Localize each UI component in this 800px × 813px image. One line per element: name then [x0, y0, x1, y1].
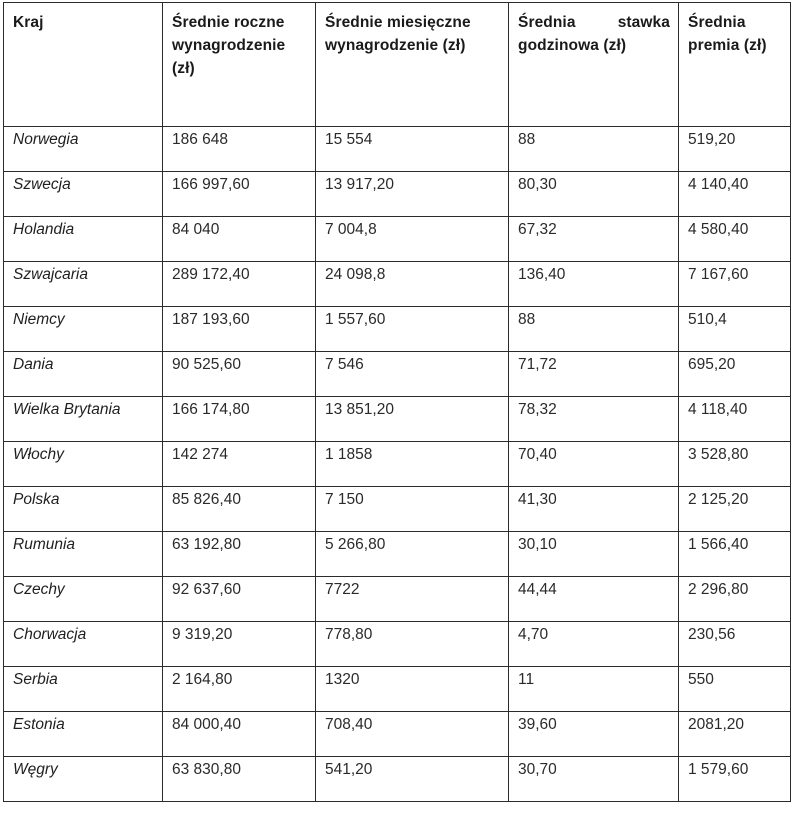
cell-hourly: 4,70 [509, 622, 679, 667]
cell-country: Estonia [4, 712, 163, 757]
cell-monthly: 778,80 [316, 622, 509, 667]
cell-country: Chorwacja [4, 622, 163, 667]
cell-hourly: 70,40 [509, 442, 679, 487]
cell-country: Włochy [4, 442, 163, 487]
table-row [4, 397, 791, 442]
cell-country: Węgry [4, 757, 163, 802]
cell-bonus: 7 167,60 [679, 262, 791, 307]
cell-hourly: 136,40 [509, 262, 679, 307]
cell-monthly: 7 004,8 [316, 217, 509, 262]
table-row [4, 577, 791, 622]
cell-country: Szwajcaria [4, 262, 163, 307]
cell-country: Dania [4, 352, 163, 397]
cell-monthly: 7 546 [316, 352, 509, 397]
table-row [4, 712, 791, 757]
table-row [4, 352, 791, 397]
cell-monthly: 24 098,8 [316, 262, 509, 307]
cell-hourly: 67,32 [509, 217, 679, 262]
table-row [4, 622, 791, 667]
cell-hourly: 88 [509, 127, 679, 172]
salary-comparison-table [3, 2, 791, 802]
cell-bonus: 1 566,40 [679, 532, 791, 577]
cell-bonus: 4 580,40 [679, 217, 791, 262]
cell-bonus: 695,20 [679, 352, 791, 397]
table-row [4, 127, 791, 172]
cell-monthly: 7 150 [316, 487, 509, 532]
cell-country: Wielka Brytania [4, 397, 163, 442]
cell-bonus: 4 140,40 [679, 172, 791, 217]
cell-bonus: 2 125,20 [679, 487, 791, 532]
table-row [4, 307, 791, 352]
cell-monthly: 7722 [316, 577, 509, 622]
cell-hourly: 30,10 [509, 532, 679, 577]
cell-country: Norwegia [4, 127, 163, 172]
cell-annual: 92 637,60 [163, 577, 316, 622]
cell-annual: 166 174,80 [163, 397, 316, 442]
cell-hourly: 39,60 [509, 712, 679, 757]
table-body [4, 127, 791, 802]
cell-hourly: 41,30 [509, 487, 679, 532]
table-row [4, 532, 791, 577]
cell-hourly: 11 [509, 667, 679, 712]
column-header-hourly-rate: Średnia stawka godzinowa (zł) [509, 3, 679, 127]
cell-monthly: 708,40 [316, 712, 509, 757]
cell-bonus: 550 [679, 667, 791, 712]
cell-country: Serbia [4, 667, 163, 712]
cell-monthly: 1 557,60 [316, 307, 509, 352]
cell-monthly: 15 554 [316, 127, 509, 172]
table-row [4, 487, 791, 532]
cell-annual: 85 826,40 [163, 487, 316, 532]
cell-country: Szwecja [4, 172, 163, 217]
cell-bonus: 519,20 [679, 127, 791, 172]
cell-annual: 63 192,80 [163, 532, 316, 577]
table-row [4, 172, 791, 217]
cell-hourly: 80,30 [509, 172, 679, 217]
cell-annual: 166 997,60 [163, 172, 316, 217]
cell-hourly: 88 [509, 307, 679, 352]
table-row [4, 442, 791, 487]
cell-bonus: 510,4 [679, 307, 791, 352]
table-row [4, 217, 791, 262]
cell-monthly: 5 266,80 [316, 532, 509, 577]
cell-monthly: 13 851,20 [316, 397, 509, 442]
table-row [4, 667, 791, 712]
cell-annual: 9 319,20 [163, 622, 316, 667]
table-row [4, 262, 791, 307]
cell-annual: 84 000,40 [163, 712, 316, 757]
cell-bonus: 1 579,60 [679, 757, 791, 802]
cell-country: Holandia [4, 217, 163, 262]
cell-hourly: 71,72 [509, 352, 679, 397]
column-header-country: Kraj [4, 3, 163, 127]
column-header-average-bonus: Średnia premia (zł) [679, 3, 791, 127]
cell-annual: 142 274 [163, 442, 316, 487]
cell-annual: 187 193,60 [163, 307, 316, 352]
column-header-monthly-salary: Średnie miesięczne wynagrodzenie (zł) [316, 3, 509, 127]
header-row [4, 3, 791, 127]
cell-monthly: 1320 [316, 667, 509, 712]
cell-country: Polska [4, 487, 163, 532]
cell-hourly: 78,32 [509, 397, 679, 442]
column-header-annual-salary: Średnie roczne wynagrodzenie (zł) [163, 3, 316, 127]
table-row [4, 757, 791, 802]
cell-country: Czechy [4, 577, 163, 622]
cell-hourly: 44,44 [509, 577, 679, 622]
cell-country: Rumunia [4, 532, 163, 577]
cell-annual: 289 172,40 [163, 262, 316, 307]
cell-monthly: 541,20 [316, 757, 509, 802]
cell-bonus: 4 118,40 [679, 397, 791, 442]
table-header [4, 3, 791, 127]
cell-bonus: 3 528,80 [679, 442, 791, 487]
cell-annual: 84 040 [163, 217, 316, 262]
cell-monthly: 1 1858 [316, 442, 509, 487]
cell-bonus: 2081,20 [679, 712, 791, 757]
cell-annual: 186 648 [163, 127, 316, 172]
cell-hourly: 30,70 [509, 757, 679, 802]
cell-bonus: 2 296,80 [679, 577, 791, 622]
cell-monthly: 13 917,20 [316, 172, 509, 217]
cell-country: Niemcy [4, 307, 163, 352]
cell-annual: 63 830,80 [163, 757, 316, 802]
cell-annual: 90 525,60 [163, 352, 316, 397]
cell-bonus: 230,56 [679, 622, 791, 667]
cell-annual: 2 164,80 [163, 667, 316, 712]
